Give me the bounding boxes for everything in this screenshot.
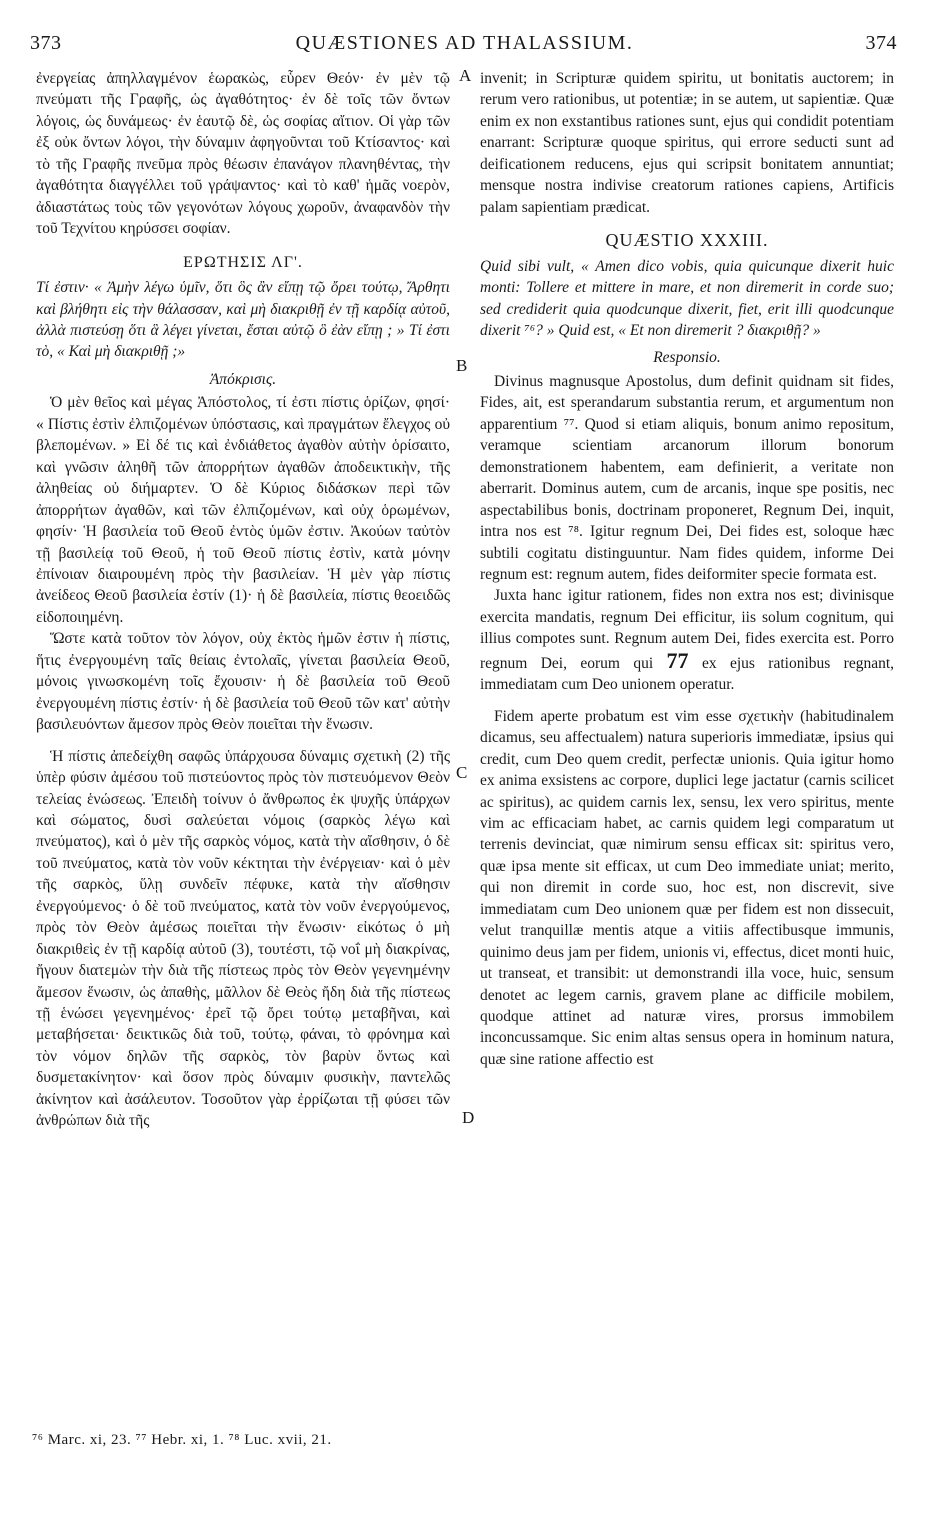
margin-mark-d: D (462, 1108, 475, 1127)
latin-paragraph-part: ex ejus rationibus regnant, immediatam cum Deo unionem operatur. (480, 654, 895, 694)
greek-intro: ἐνεργείας ἀπηλλαγμένον ἑωρακὼς, εὗρεν Θεόν· ἐν μὲν τῷ πνεύματι τῆς Γραφῆς, ὡς ἀγαθότητος· ἐν δὲ τοῖς τῶν ὄντων λόγοις, ὡς δυνάμεως· ἐν ἑαυτῷ δὲ, ὡς σοφίας αἴτιον. Οἱ γὰρ τῶν ἐξ οὐκ ὄντων λόγοι, τὴν δύναμιν ἀφηγοῦνται τοῦ Κτίσαντος· καὶ τὸ τῆς Γραφῆς πνεῦμα πρὸς θέωσιν ἐπανάγον πλανηθέντας, τὴν ἀγαθότητα διαγγέλλει τοῦ γράψαντος· καὶ τὸ καθ' ἡμᾶς νοερὸν, ἀδιαστάτως τοὺς τῶν γεγονότων λόγους χωροῦν, ἀναφανδὸν τὴν τοῦ Τεχνίτου κηρύσσει σοφίαν. (36, 70, 450, 238)
latin-paragraph-part: Juxta hanc igitur rationem, fides non extra nos est; divinisque exercita mandatis, regnum Dei efficitur, iis solum cognitum, qui illius compotes sunt. Regnum autem Dei, fides exercita est. Porro regnum Dei, eorum qui (480, 587, 894, 672)
greek-paragraph: Ἡ πίστις ἀπεδείχθη σαφῶς ὑπάρχουσα δύναμις σχετικὴ (2) τῆς ὑπὲρ φύσιν ἀμέσου τοῦ πιστεύοντος πρὸς τὸν πιστευόμενον Θεὸν τελείας ἑνώσεως. Ἐπειδὴ τοίνυν ὁ ἄνθρωπος ἐκ ψυχῆς ὑπάρχων καὶ σώματος, δυσὶ σαλεύεται νόμοις (σαρκὸς λέγω καὶ πνεύματος), καὶ ὁ μὲν τῆς σαρκὸς νόμος, κατὰ τὴν αἴσθησιν, ὁ δὲ τοῦ πνεύματος, κατὰ τὸν νοῦν κέκτηται τὴν ἐνέργειαν· καὶ ὁ μὲν τῆς σαρκὸς, ὕλῃ συνδεῖν πέφυκε, κατὰ τὴν αἴσθησιν ἐνεργούμενος· ὁ δὲ τοῦ πνεύματος, κατὰ τὸν νοῦν ἐνεργούμενος, πρὸς τὸν Θεὸν ἀμέσως ποιεῖται τὴν ἕνωσιν· εἰκότως ὁ μὴ διακριθεὶς ἐν τῇ καρδίᾳ αὐτοῦ (3), τουτέστι, τῷ νοΐ μὴ διακρίνας, ἤγουν διατεμὼν τὴν διὰ τῆς πίστεως πρὸς τὸν Θεὸν γεγενημένην ἄμεσον ἕνωσιν, ὡς ἀπαθὴς, μᾶλλον δὲ Θεὸς ἤδη διὰ τῆς πίστεως τῇ ἑνώσει γεγενημένος· ἐρεῖ τῷ ὄρει τούτῳ μεταβῆναι, καὶ μεταβήσεται· δεικτικῶς διὰ τοῦ, τούτῳ, φάναι, τὸ φρόνημα καὶ τὸν νόμον δηλῶν τῆς σαρκὸς, τὸν βαρὺν ὄντως καὶ δυσμετακίνητον· καὶ ὅσον πρὸς δύναμιν φυσικὴν, παντελῶς ἀκίνητον καὶ ἀσάλευτον. Τοσοῦτον γὰρ ἐρρίζωται τῇ φύσει τῶν ἀνθρώπων διὰ τῆς (36, 747, 450, 1130)
latin-paragraph: Fidem aperte probatum est vim esse σχετικὴν (habitudinalem dicamus, seu affectualem) natura superioris immediatæ, ipsius qui credit, cum Deo quem credit, perfectæ unionis. Quia igitur homo ex anima exsistens ac corpore, duplici lege jactatur (carnis scilicet ac spiritus), ac quidem carnis lex, sensu, lex vero spiritus, mente vim ac efficaciam habet, ac carnis quidem legi comparatum ut terrenis devinciat, quæ nimirum sensu efficax sit: spiritus vero, quæ ipsa mente sit efficax, ut cum Deo immediate uniat; merito, qui non diremit in corde suo, hoc est, non discrevit, sive immediatam cum Deo unionem quæ per fidem est non dissecuit, velut tranquillæ mentis atque a vitiis affectibusque immunis, quinimo deus jam per fidem, unionis vi, effectus, dicet monti huic, ut transeat, et transibit: ut demonstrandi illa voce, huic, sensum denotet ac legem carnis, gravem plane ac difficile mobilem, quodque attinet ad naturæ vires, prorsus immobilem inconcussamque. Sic enim altas sensus opera in hominum natura, quæ sine ratione affectio est (480, 707, 894, 1068)
greek-question: Τί ἐστιν· « Ἀμὴν λέγω ὑμῖν, ὅτι ὃς ἂν εἴπῃ τῷ ὄρει τούτῳ, Ἄρθητι καὶ βλήθητι εἰς τὴν θάλασσαν, καὶ μὴ διακριθῇ ἐν τῇ καρδίᾳ αὐτοῦ, ἀλλὰ πιστεύσῃ ὅτι ἃ λέγει γίνεται, ἔσται αὐτῷ ὃ ἐὰν εἴπῃ ; » Τί ἐστι τὸ, « Καὶ μὴ διακριθῇ ;» (36, 279, 450, 361)
margin-mark-b: B (456, 356, 468, 375)
greek-column (36, 68, 450, 1132)
page-number-left: 373 (30, 32, 62, 54)
latin-column (480, 68, 894, 1070)
greek-paragraph: Ὁ μὲν θεῖος καὶ μέγας Ἀπόστολος, τί ἐστι πίστις ὁρίζων, φησί· « Πίστις ἐστὶν ἐλπιζομένων ὑπόστασις, καὶ πραγμάτων ἔλεγχος οὐ βλεπομένων. » Εἰ δέ τις καὶ ἐνδιάθετος ἀγαθὸν αὐτὴν ὁρίσαιτο, καὶ γνῶσιν ἀληθῆ τῶν ἀπορρήτων ἀγαθῶν ἀποδεικτικὴν, τῆς ἀληθείας οὐ διήμαρτεν. Ὁ δὲ Κύριος διδάσκων περὶ τῶν ἀπορρήτων ἀγαθῶν, καὶ τῶν ἐλπιζομένων, καὶ οὐχ ὁρωμένων, φησίν· Ἡ βασιλεία τοῦ Θεοῦ ἐντὸς ὑμῶν ἐστιν. Ἀκούων ταὐτὸν τῇ βασιλείᾳ τοῦ Θεοῦ, ἡ τοῦ Θεοῦ πίστις ἐστὶν, κατὰ μόνην ἐπίνοιαν διαιρουμένη πρὸς τὴν βασιλείαν. Ἡ μὲν γὰρ πίστις ἀνείδεος Θεοῦ βασιλεία ἐστίν (1)· ἡ δὲ βασιλεία, πίστις θεοειδῶς εἰδοποιημένη. (36, 394, 450, 626)
latin-section-title: QUÆSTIO XXXIII. (605, 230, 769, 251)
latin-paragraph: Divinus magnusque Apostolus, dum definit quidnam sit fides, Fides, ait, est sperandarum substantia rerum, et argumentum non apparentium ⁷⁷. Quod si etiam aliquis, bonum animo repositum, veramque scientiam arcanorum illorum bonorum demonstrationem habentem, eam definierit, a veritate non aberrarit. Dominus autem, cum de arcanis, inque spe positis, nec aspectabilibus bonis, doctrinam proponeret, Regnum Dei, inquit, intra nos est ⁷⁸. Igitur regnum Dei, Dei fides est, soloque hæc subtili cogitatu distinguuntur. Nam fides quidem, informe Dei regnum est: regnum autem, fides deiformiter specie formata est. (480, 372, 894, 583)
latin-response-title: Responsio. (653, 349, 721, 367)
latin-paragraph (480, 585, 894, 695)
page-number-right: 374 (865, 32, 897, 54)
margin-mark-a: A (459, 66, 472, 85)
latin-question: Quid sibi vult, « Amen dico vobis, quia quicunque dixerit huic monti: Tollere et mittere in mare, et non diremerit in corde suo; sed crediderit quia quodcunque dixerit, fiet, erit illi quodcunque dixerit ⁷⁶? » Quid est, « Et non diremerit ? διακριθῇ? » (480, 257, 894, 339)
running-title: QUÆSTIONES AD THALASSIUM. (295, 32, 634, 54)
footnotes: ⁷⁶ Marc. xi, 23. ⁷⁷ Hebr. xi, 1. ⁷⁸ Luc. xvii, 21. (32, 1432, 332, 1448)
latin-intro: invenit; in Scripturæ quidem spiritu, ut bonitatis auctorem; in rerum vero rationibus, ut potentiæ; in se autem, ut sapientiæ. Quæ enim ex non exstantibus rationes sunt, ejus qui condidit potentiam enarrant: Scripturæ quoque spiritus, qui errore seducti sunt ad deificationem reducens, ejus qui scripsit bonitatem annuntiat; mensque nostra indivise creatorum rationes capiens, Artificis palam sapientiam prædicat. (480, 70, 894, 216)
greek-section-title: ΕΡΩΤΗΣΙΣ ΛΓ'. (183, 253, 303, 271)
marker-number: 77 (666, 647, 689, 673)
greek-paragraph: Ὥστε κατὰ τοῦτον τὸν λόγον, οὐχ ἐκτὸς ἡμῶν ἐστιν ἡ πίστις, ἥτις ἐνεργουμένη ταῖς θείαις ἐντολαῖς, γίνεται βασιλεία Θεοῦ, μόνοις γινωσκομένη τοῖς ἔχουσιν· ἡ δὲ βασιλεία τοῦ Θεοῦ ἐνεργουμένη πίστις ἐστίν· ἡ δὲ βασιλεία τοῦ Θεοῦ τῶν κατ' αὐτὴν βασιλευόντων ἄμεσον πρὸς Θεὸν ποιεῖται τὴν ἕνωσιν. (36, 630, 450, 734)
margin-mark-c: C (456, 763, 468, 782)
greek-response-title: Ἀπόκρισις. (209, 370, 277, 388)
